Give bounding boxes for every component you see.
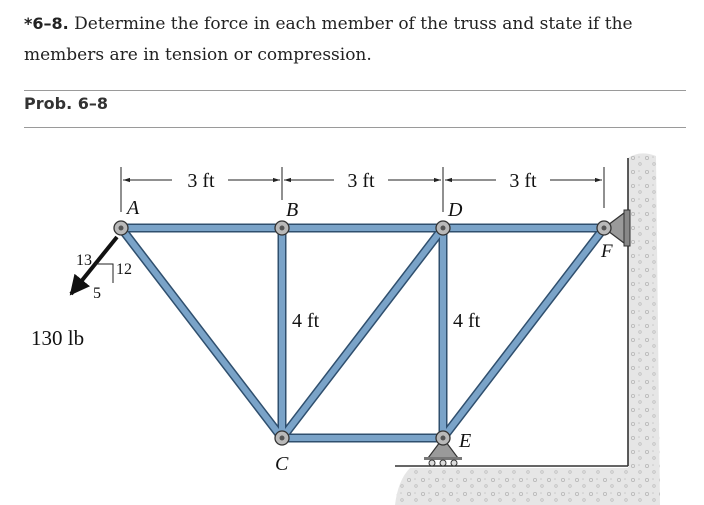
member-cd	[282, 228, 443, 438]
load-label: 130 lb	[31, 326, 85, 350]
joint-label-e: E	[459, 430, 472, 452]
slope-label-hyp: 13	[76, 252, 92, 269]
member-ef	[443, 228, 604, 438]
slope-label-h: 5	[93, 285, 101, 302]
bottom-divider	[24, 127, 686, 128]
joint-b	[275, 221, 289, 235]
problem-text: Determine the force in each member of the truss and state if the members are in tension or compression.	[24, 14, 633, 65]
joint-f	[597, 221, 611, 235]
truss-members	[121, 228, 604, 438]
slope-label-v: 12	[116, 261, 132, 278]
dim-label-ab: 3 ft	[187, 170, 215, 192]
slope-triangle	[95, 264, 113, 283]
top-divider	[24, 90, 686, 91]
joint-e	[436, 431, 450, 445]
problem-statement	[24, 8, 684, 71]
joint-c	[275, 431, 289, 445]
joint-label-b: B	[286, 199, 299, 221]
dim-label-df: 3 ft	[509, 170, 537, 192]
dim-label-bd: 3 ft	[347, 170, 375, 192]
figure-label: Prob. 6–8	[24, 94, 108, 113]
dim-label-de: 4 ft	[453, 310, 481, 332]
truss-diagram	[0, 130, 704, 505]
dim-label-bc: 4 ft	[292, 310, 320, 332]
joint-d	[436, 221, 450, 235]
joint-a	[114, 221, 128, 235]
joint-label-c: C	[275, 453, 289, 475]
joint-label-f: F	[601, 241, 613, 262]
joint-label-d: D	[448, 199, 463, 221]
problem-number: *6–8.	[24, 14, 69, 33]
joint-label-a: A	[127, 197, 140, 219]
member-ac	[121, 228, 282, 438]
